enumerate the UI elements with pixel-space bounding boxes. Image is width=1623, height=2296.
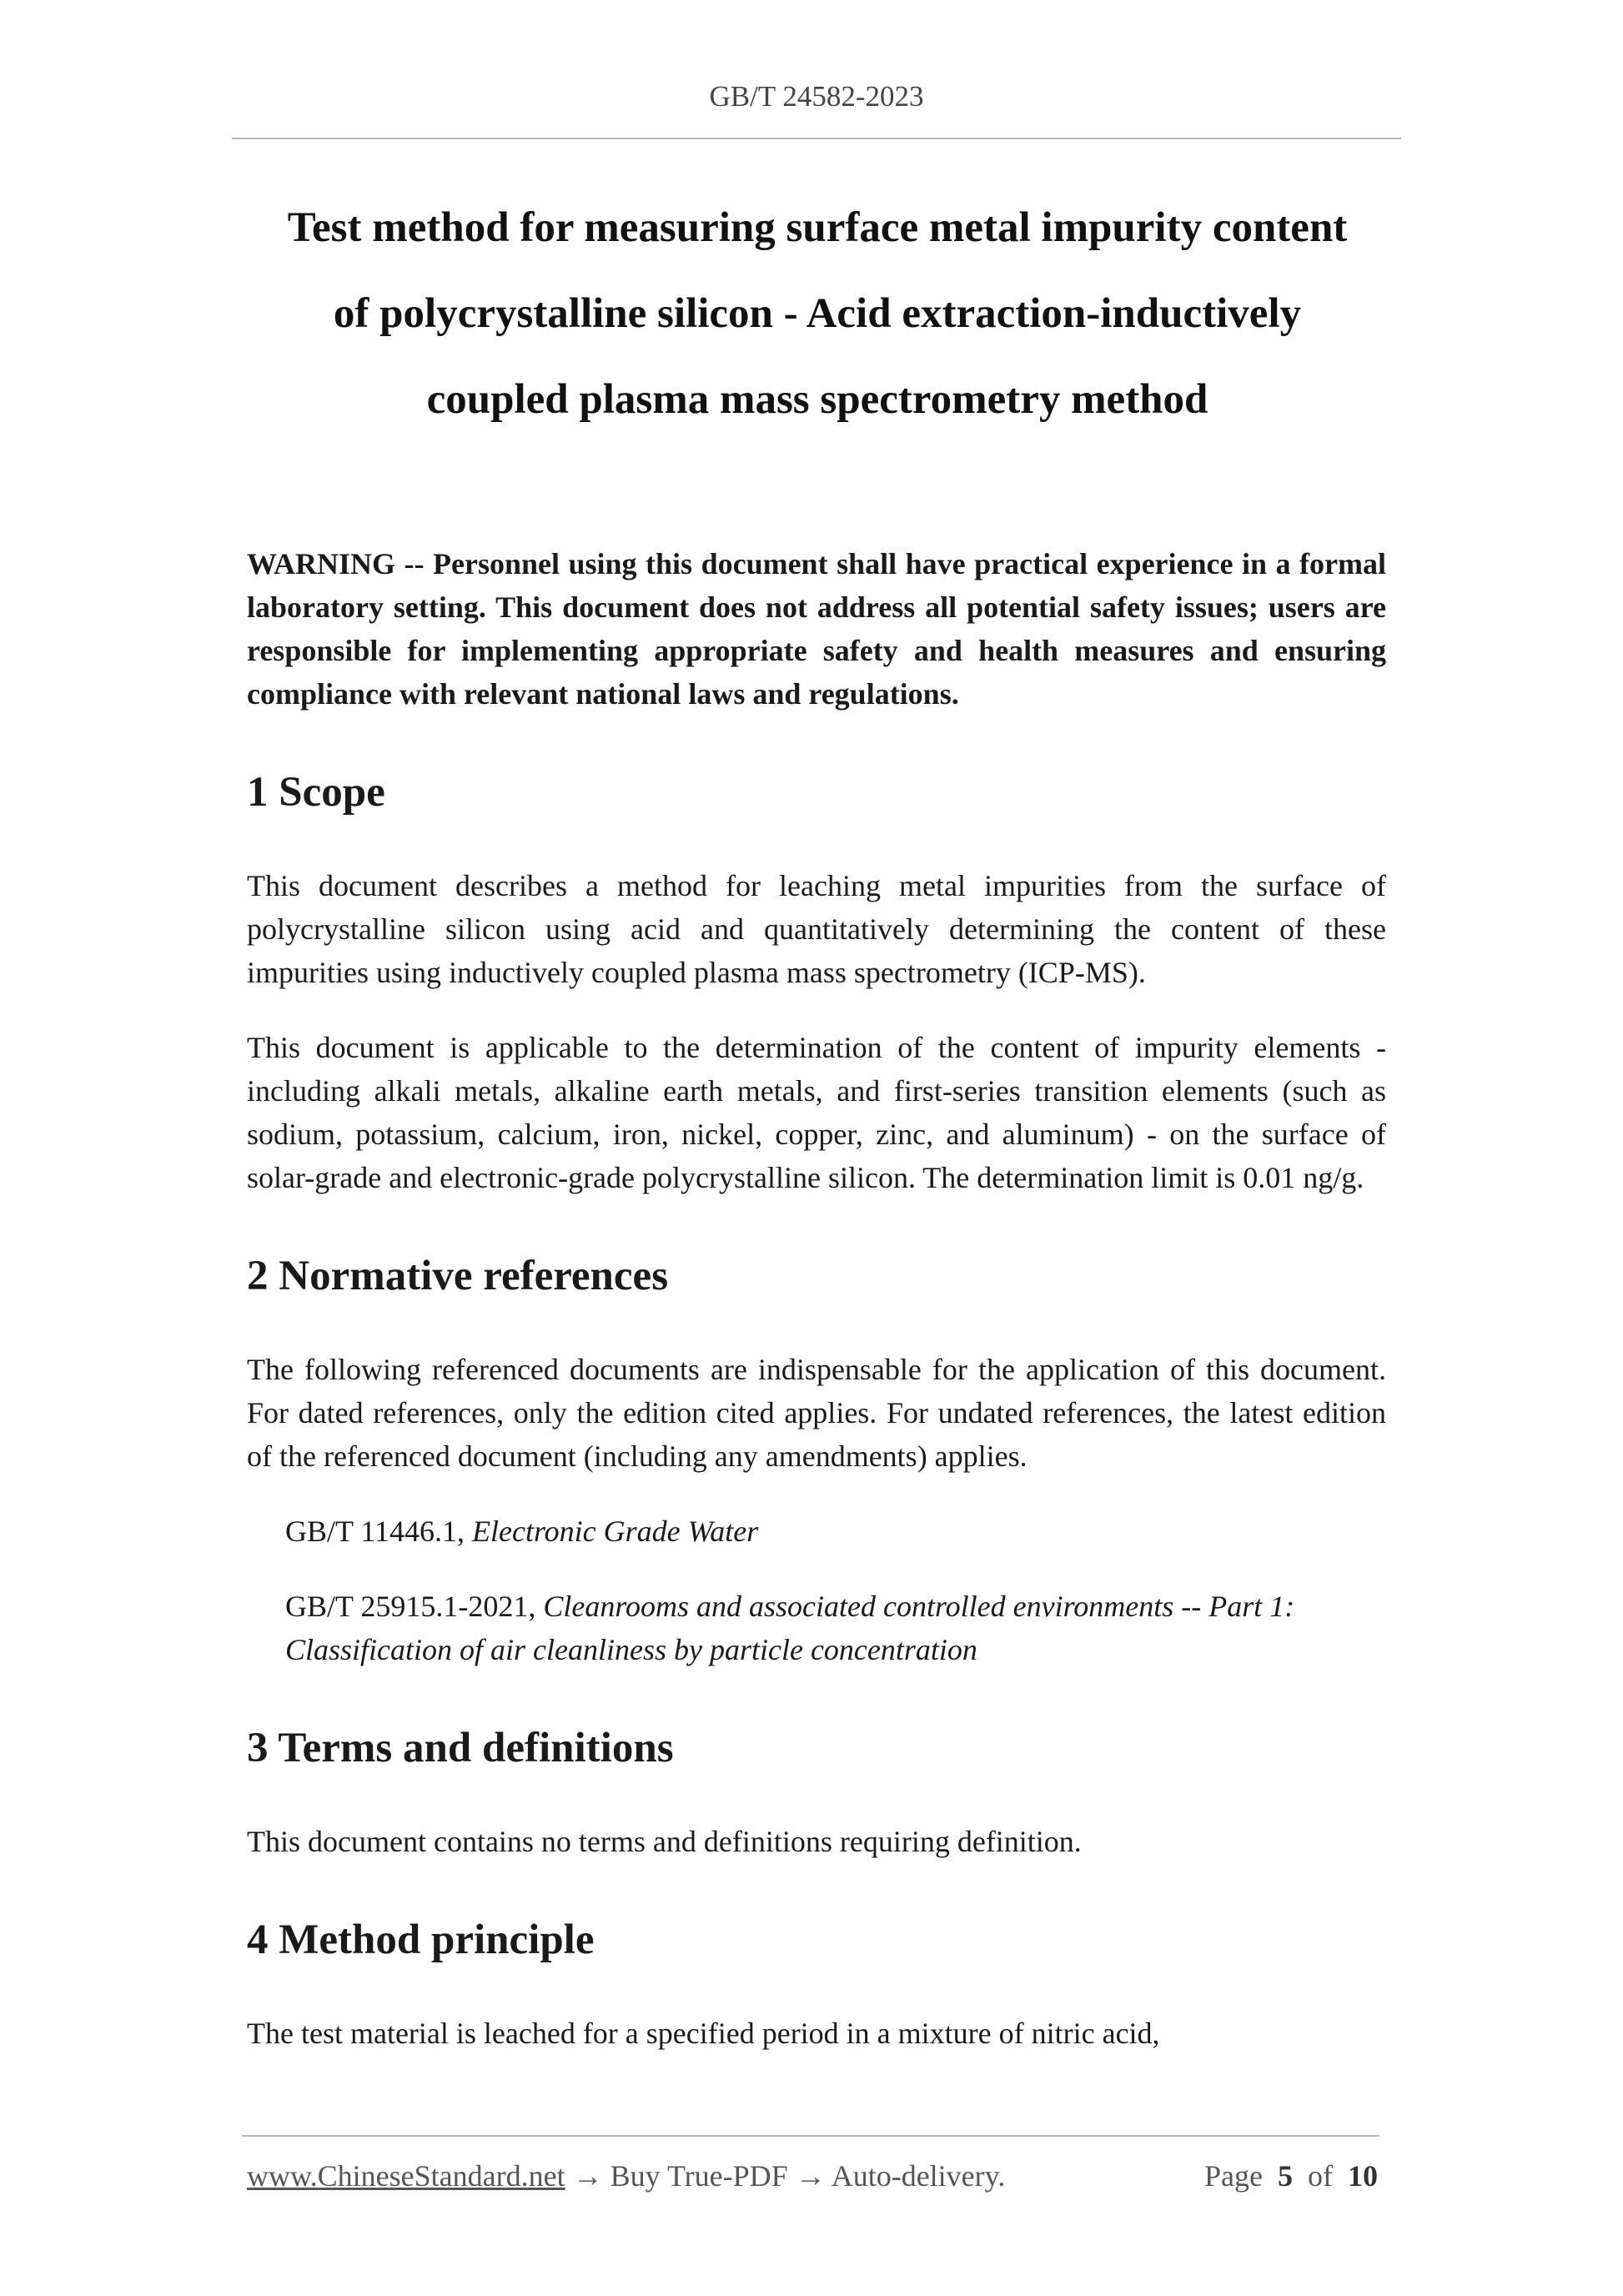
title-line-2: of polycrystalline silicon - Acid extraction-inductively	[333, 290, 1302, 337]
reference-item-2	[285, 1585, 1386, 1671]
footer-divider	[242, 2135, 1379, 2137]
section-heading-terms-definitions: 3 Terms and definitions	[247, 1725, 674, 1771]
section-heading-normative-references: 2 Normative references	[247, 1253, 669, 1299]
document-title	[200, 185, 1435, 443]
scope-paragraph-1: This document describes a method for leaching metal impurities from the surface of polycrystalline silicon using acid and quantitatively determining the content of these impurities using inductively coupled plasma mass spectrometry (ICP-MS).	[247, 869, 1386, 989]
site-link[interactable]: www.ChineseStandard.net	[247, 2159, 565, 2193]
current-page: 5	[1278, 2159, 1293, 2193]
title-line-1: Test method for measuring surface metal impurity content	[287, 204, 1348, 251]
terms-paragraph-1: This document contains no terms and definitions requiring definition.	[247, 1825, 1082, 1858]
of-label: of	[1308, 2159, 1333, 2193]
footer-promo	[247, 2158, 1005, 2193]
title-line-3: coupled plasma mass spectrometry method	[426, 376, 1208, 423]
total-pages: 10	[1348, 2159, 1378, 2193]
delivery-text: Auto-delivery.	[831, 2159, 1006, 2193]
running-header: GB/T 24582-2023	[709, 80, 924, 113]
page-label: Page	[1204, 2159, 1263, 2193]
reference-code: GB/T 11446.1,	[285, 1515, 473, 1548]
scope-paragraph-2: This document is applicable to the determination of the content of impurity elements - including alkali metals, alkaline earth metals, and first-series transition elements (such as sodium, potassium, calcium, iron, nickel, copper, zinc, and aluminum) - on the surface of solar-grade and electronic-grade polycrystalline silicon. The determination limit is 0.01 ng/g.	[247, 1031, 1386, 1194]
reference-title: Cleanrooms and associated controlled environments -- Part 1: Classification of air cleanliness by particle concentration	[285, 1590, 1295, 1666]
reference-item-1	[285, 1510, 1386, 1553]
reference-title: Electronic Grade Water	[472, 1515, 759, 1548]
arrow-glyph: →	[565, 2159, 611, 2193]
arrow-glyph: →	[787, 2159, 832, 2193]
buy-text: Buy True-PDF	[610, 2159, 788, 2193]
section-heading-method-principle: 4 Method principle	[247, 1917, 595, 1963]
warning-notice: WARNING -- Personnel using this document shall have practical experience in a formal laboratory setting. This document does not address all potential safety issues; users are responsible for implementing appropriate safety and health measures and ensuring compliance with relevant national laws and regulations.	[247, 547, 1386, 711]
reference-code: GB/T 25915.1-2021,	[285, 1590, 544, 1623]
normative-paragraph-1: The following referenced documents are indispensable for the application of this document. For dated references, only the edition cited applies. For undated references, the latest edition of the referenced document (including any amendments) applies.	[247, 1353, 1386, 1473]
section-heading-scope: 1 Scope	[247, 769, 385, 816]
document-body	[247, 542, 1386, 2087]
principle-paragraph-1: The test material is leached for a specified period in a mixture of nitric acid,	[247, 2017, 1160, 2050]
header-divider	[232, 138, 1401, 139]
page-number	[1204, 2158, 1378, 2193]
